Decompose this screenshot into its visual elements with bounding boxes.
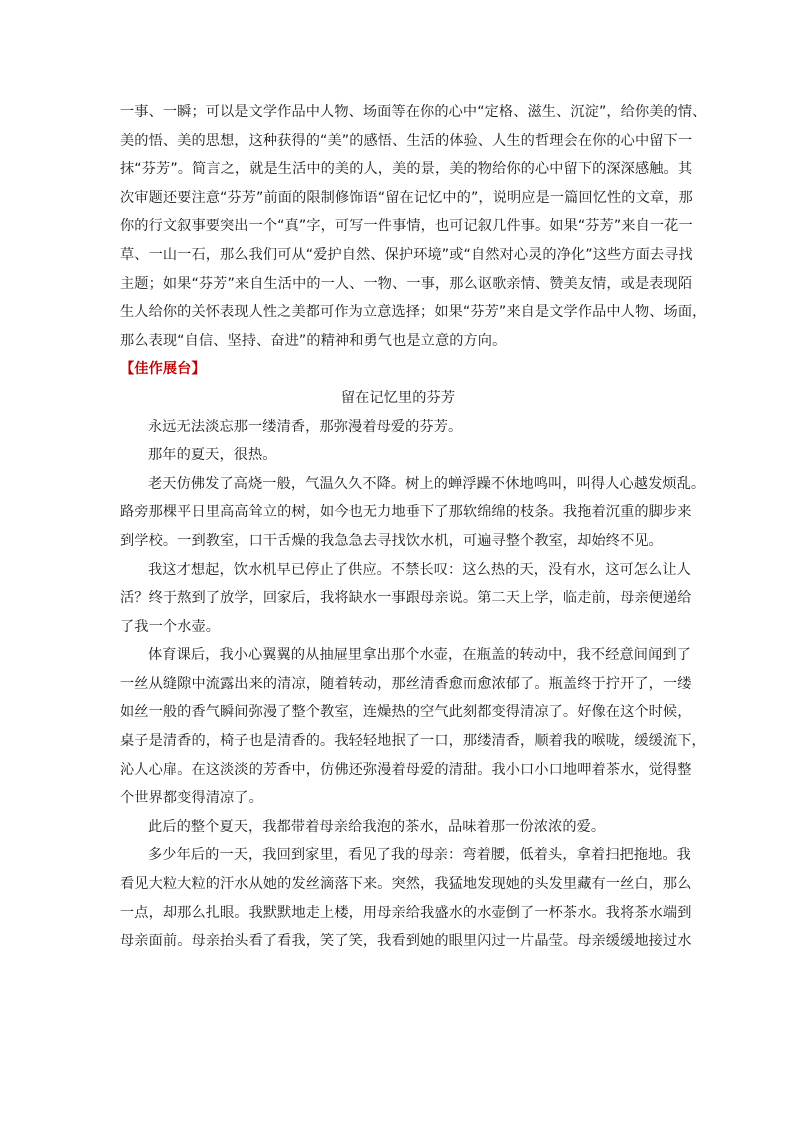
intro-line: 抹“芬芳”。简言之，就是生活中的美的人，美的景，美的物给你的心中留下的深深感触。其 [120,161,693,178]
essay-paragraph [120,841,692,955]
essay-paragraph [120,441,676,470]
essay-line: 个世界都变得清凉了。 [120,790,263,807]
essay-paragraph [120,813,676,842]
essay-line: 到学校。一到教室，口干舌燥的我急急去寻找饮水机，可遍寻整个教室，却始终不见。 [120,532,663,549]
intro-line: 草、一山一石，那么我们可从“爱护自然、保护环境”或“自然对心灵的净化”这些方面去寻找 [120,246,693,263]
essay-line: 体育课后，我小心翼翼的从抽屉里拿出那个水壶，在瓶盖的转动中，我不经意间闻到了 [148,647,691,664]
essay-line: 多少年后的一天，我回到家里，看见了我的母亲：弯着腰，低着头，拿着扫把拖地。我 [148,847,691,864]
intro-line: 那么表现“自信、坚持、奋进”的精神和勇气也是立意的方向。 [120,332,507,349]
essay-line: 我这才想起，饮水机早已停止了供应。不禁长叹：这么热的天，没有水，这可怎么让人 [148,561,691,578]
document-page [120,98,707,956]
intro-line: 一事、一瞬；可以是文学作品中人物、场面等在你的心中“定格、滋生、沉淀”，给你美的情、 [120,104,707,120]
intro-line: 美的悟、美的思想，这种获得的“美”的感悟、生活的体验、人生的哲理会在你的心中留下一 [120,132,693,149]
essay-paragraph [120,556,692,642]
essay-line: 如丝一般的香气瞬间弥漫了整个教室，连燥热的空气此刻都变得清凉了。好像在这个时候， [120,704,692,721]
essay-line: 桌子是清香的，椅子也是清香的。我轻轻地抿了一口，那缕清香，顺着我的喉咙，缓缓流下， [120,733,706,750]
essay-line: 路旁那棵平日里高高耸立的树，如今也无力地垂下了那软绵绵的枝条。我拖着沉重的脚步来 [120,504,692,521]
intro-line: 主题；如果“芬芳”来自生活中的一人、一物、一事，那么讴歌亲情、赞美友情，或是表现陌 [120,275,693,292]
essay-line: 母亲面前。母亲抬头看了看我，笑了笑，我看到她的眼里闪过一片晶莹。母亲缓缓地接过水 [120,933,692,950]
essay-title: 留在记忆里的芬芳 [340,389,456,406]
intro-line: 你的行文叙事要突出一个“真”字，可写一件事情，也可记叙几件事。如果“芬芳”来自一花一 [120,218,693,235]
essay-line: 沁人心扉。在这淡淡的芳香中，仿佛还弥漫着母爱的清甜。我小口小口地呷着茶水，觉得整 [120,761,692,778]
essay-line: 看见大粒大粒的汗水从她的发丝滴落下来。突然，我猛地发现她的头发里藏有一丝白，那么 [120,876,692,893]
intro-paragraph [120,98,707,355]
section-heading: 【佳作展台】 [120,361,206,378]
essay-paragraph [120,470,706,556]
essay-body [120,413,706,956]
essay-line: 永远无法淡忘那一缕清香，那弥漫着母爱的芬芳。 [148,418,463,435]
essay-line: 了我一个水壶。 [120,618,221,635]
essay-line: 一点，却那么扎眼。我默默地走上楼，用母亲给我盛水的水壶倒了一杯茶水。我将茶水端到 [120,904,692,921]
intro-line: 生人给你的关怀表现人性之美都可作为立意选择；如果“芬芳”来自是文学作品中人物、场面， [120,304,707,321]
essay-line: 活？终于熬到了放学，回家后，我将缺水一事跟母亲说。第二天上学，临走前，母亲便递给 [120,590,692,607]
essay-paragraph [120,641,706,813]
intro-line: 次审题还要注意“芬芳”前面的限制修饰语“留在记忆中的”，说明应是一篇回忆性的文章，那 [120,189,693,206]
essay-line: 一丝从缝隙中流露出来的清凉，随着转动，那丝清香愈而愈浓郁了。瓶盖终于拧开了，一缕 [120,675,692,692]
essay-line: 那年的夏天，很热。 [148,447,277,464]
essay-line: 此后的整个夏天，我都带着母亲给我泡的茶水，品味着那一份浓浓的爱。 [148,818,606,835]
essay-line: 老天仿佛发了高烧一般，气温久久不降。树上的蝉浮躁不休地鸣叫，叫得人心越发烦乱。 [148,475,706,492]
essay-paragraph [120,413,676,442]
